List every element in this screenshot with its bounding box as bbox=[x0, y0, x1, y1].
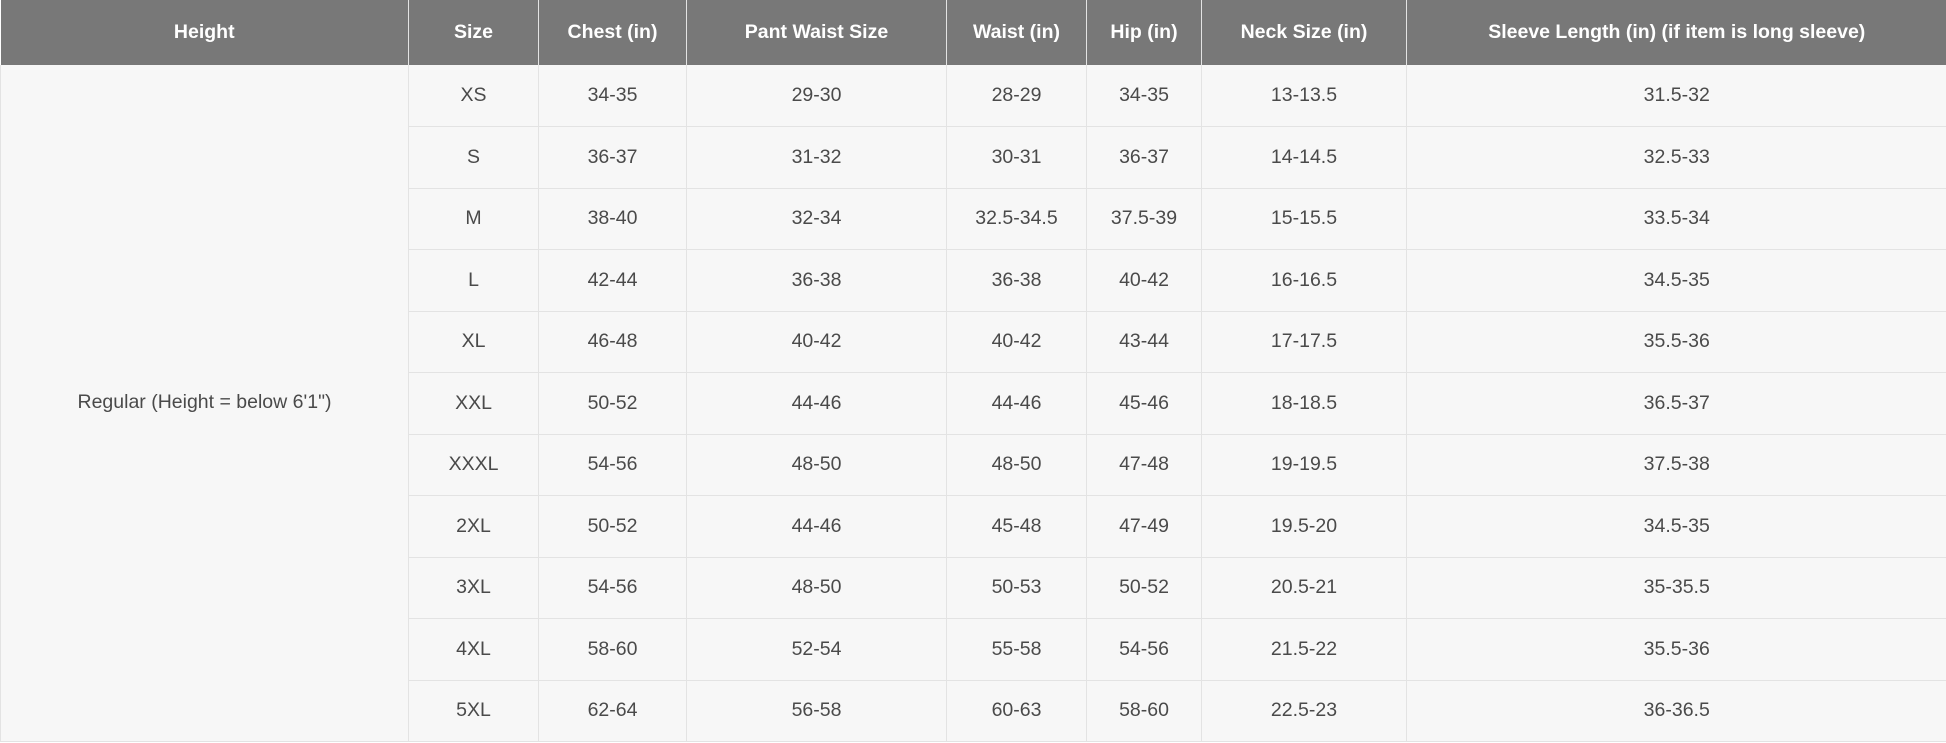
cell-size: S bbox=[409, 127, 539, 189]
cell-hip: 40-42 bbox=[1087, 250, 1202, 312]
cell-sleeve: 31.5-32 bbox=[1407, 65, 1946, 127]
cell-hip: 50-52 bbox=[1087, 557, 1202, 619]
cell-waist: 36-38 bbox=[947, 250, 1087, 312]
cell-pant-waist: 52-54 bbox=[687, 619, 947, 681]
cell-size: 2XL bbox=[409, 496, 539, 558]
cell-sleeve: 36-36.5 bbox=[1407, 680, 1946, 742]
cell-waist: 48-50 bbox=[947, 434, 1087, 496]
cell-neck: 22.5-23 bbox=[1202, 680, 1407, 742]
cell-pant-waist: 48-50 bbox=[687, 557, 947, 619]
cell-sleeve: 35.5-36 bbox=[1407, 311, 1946, 373]
cell-size: L bbox=[409, 250, 539, 312]
cell-size: XXL bbox=[409, 373, 539, 435]
cell-sleeve: 36.5-37 bbox=[1407, 373, 1946, 435]
cell-chest: 58-60 bbox=[539, 619, 687, 681]
cell-sleeve: 34.5-35 bbox=[1407, 496, 1946, 558]
cell-chest: 42-44 bbox=[539, 250, 687, 312]
cell-chest: 46-48 bbox=[539, 311, 687, 373]
column-header-height: Height bbox=[1, 0, 409, 65]
cell-chest: 50-52 bbox=[539, 373, 687, 435]
cell-hip: 36-37 bbox=[1087, 127, 1202, 189]
column-header-neck-size: Neck Size (in) bbox=[1202, 0, 1407, 65]
cell-hip: 45-46 bbox=[1087, 373, 1202, 435]
cell-neck: 16-16.5 bbox=[1202, 250, 1407, 312]
cell-hip: 34-35 bbox=[1087, 65, 1202, 127]
height-group-cell: Regular (Height = below 6'1") bbox=[1, 65, 409, 742]
cell-sleeve: 33.5-34 bbox=[1407, 188, 1946, 250]
column-header-chest: Chest (in) bbox=[539, 0, 687, 65]
cell-chest: 36-37 bbox=[539, 127, 687, 189]
column-header-size: Size bbox=[409, 0, 539, 65]
column-header-pant-waist-size: Pant Waist Size bbox=[687, 0, 947, 65]
column-header-sleeve-length: Sleeve Length (in) (if item is long sleeve) bbox=[1407, 0, 1946, 65]
column-header-waist: Waist (in) bbox=[947, 0, 1087, 65]
cell-sleeve: 32.5-33 bbox=[1407, 127, 1946, 189]
cell-hip: 47-48 bbox=[1087, 434, 1202, 496]
cell-hip: 54-56 bbox=[1087, 619, 1202, 681]
cell-waist: 32.5-34.5 bbox=[947, 188, 1087, 250]
cell-sleeve: 37.5-38 bbox=[1407, 434, 1946, 496]
cell-waist: 45-48 bbox=[947, 496, 1087, 558]
cell-waist: 60-63 bbox=[947, 680, 1087, 742]
cell-waist: 55-58 bbox=[947, 619, 1087, 681]
cell-pant-waist: 29-30 bbox=[687, 65, 947, 127]
cell-size: 3XL bbox=[409, 557, 539, 619]
cell-hip: 58-60 bbox=[1087, 680, 1202, 742]
cell-waist: 44-46 bbox=[947, 373, 1087, 435]
cell-chest: 34-35 bbox=[539, 65, 687, 127]
table-body bbox=[1, 65, 1946, 742]
cell-waist: 30-31 bbox=[947, 127, 1087, 189]
cell-sleeve: 35-35.5 bbox=[1407, 557, 1946, 619]
cell-size: XS bbox=[409, 65, 539, 127]
cell-neck: 17-17.5 bbox=[1202, 311, 1407, 373]
cell-chest: 62-64 bbox=[539, 680, 687, 742]
cell-chest: 54-56 bbox=[539, 557, 687, 619]
cell-chest: 50-52 bbox=[539, 496, 687, 558]
cell-sleeve: 34.5-35 bbox=[1407, 250, 1946, 312]
cell-chest: 38-40 bbox=[539, 188, 687, 250]
cell-neck: 19.5-20 bbox=[1202, 496, 1407, 558]
cell-pant-waist: 36-38 bbox=[687, 250, 947, 312]
cell-hip: 43-44 bbox=[1087, 311, 1202, 373]
cell-size: XXXL bbox=[409, 434, 539, 496]
table-header bbox=[1, 0, 1946, 65]
cell-size: 5XL bbox=[409, 680, 539, 742]
column-header-hip: Hip (in) bbox=[1087, 0, 1202, 65]
cell-size: 4XL bbox=[409, 619, 539, 681]
cell-neck: 21.5-22 bbox=[1202, 619, 1407, 681]
cell-size: M bbox=[409, 188, 539, 250]
cell-neck: 19-19.5 bbox=[1202, 434, 1407, 496]
cell-sleeve: 35.5-36 bbox=[1407, 619, 1946, 681]
cell-size: XL bbox=[409, 311, 539, 373]
cell-pant-waist: 56-58 bbox=[687, 680, 947, 742]
cell-pant-waist: 32-34 bbox=[687, 188, 947, 250]
cell-waist: 50-53 bbox=[947, 557, 1087, 619]
cell-neck: 14-14.5 bbox=[1202, 127, 1407, 189]
cell-pant-waist: 48-50 bbox=[687, 434, 947, 496]
cell-neck: 15-15.5 bbox=[1202, 188, 1407, 250]
table-row bbox=[1, 65, 1946, 127]
cell-pant-waist: 44-46 bbox=[687, 496, 947, 558]
cell-hip: 47-49 bbox=[1087, 496, 1202, 558]
cell-pant-waist: 40-42 bbox=[687, 311, 947, 373]
cell-pant-waist: 44-46 bbox=[687, 373, 947, 435]
cell-waist: 28-29 bbox=[947, 65, 1087, 127]
cell-hip: 37.5-39 bbox=[1087, 188, 1202, 250]
cell-neck: 20.5-21 bbox=[1202, 557, 1407, 619]
cell-neck: 13-13.5 bbox=[1202, 65, 1407, 127]
cell-neck: 18-18.5 bbox=[1202, 373, 1407, 435]
cell-waist: 40-42 bbox=[947, 311, 1087, 373]
table-header-row bbox=[1, 0, 1946, 65]
cell-chest: 54-56 bbox=[539, 434, 687, 496]
cell-pant-waist: 31-32 bbox=[687, 127, 947, 189]
